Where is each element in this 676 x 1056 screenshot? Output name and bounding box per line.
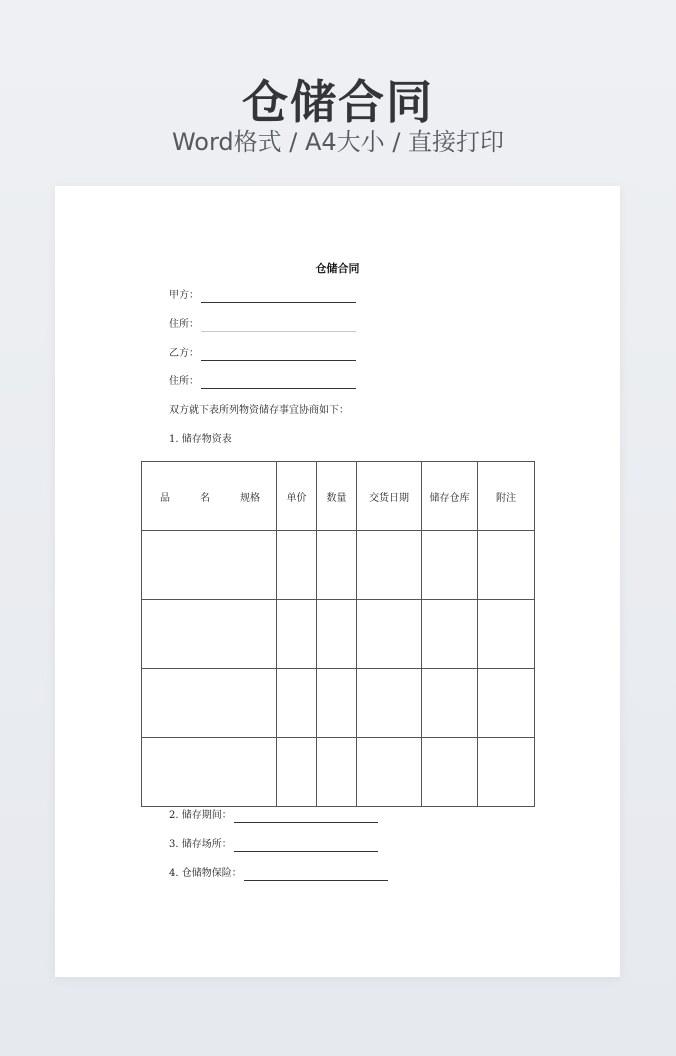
document-page	[55, 186, 620, 977]
table-cell[interactable]	[422, 600, 478, 669]
section-3-label: 3. 储存场所：	[169, 839, 232, 850]
party-b-line	[169, 347, 356, 361]
header-delivery-date: 交货日期	[357, 462, 422, 531]
party-a-line	[169, 289, 356, 303]
party-a-label: 甲方：	[169, 290, 199, 301]
party-b-label: 乙方：	[169, 348, 199, 359]
address-a-field[interactable]	[201, 320, 356, 332]
table-cell[interactable]	[142, 738, 277, 807]
header-remarks: 附注	[478, 462, 535, 531]
header-spec: 规格	[240, 492, 260, 504]
address-a-label: 住所：	[169, 319, 199, 330]
table-cell[interactable]	[357, 531, 422, 600]
section-3-line	[169, 838, 378, 852]
storage-location-field[interactable]	[234, 840, 378, 852]
table-cell[interactable]	[142, 669, 277, 738]
header-quantity: 数量	[317, 462, 357, 531]
insurance-field[interactable]	[244, 869, 388, 881]
table-cell[interactable]	[317, 738, 357, 807]
party-a-field[interactable]	[201, 291, 356, 303]
table-cell[interactable]	[317, 600, 357, 669]
table-cell[interactable]	[142, 531, 277, 600]
table-row	[142, 531, 535, 600]
header-name-part2: 名	[200, 492, 210, 504]
address-b-line	[169, 375, 356, 389]
document-title: 仓储合同	[315, 262, 360, 275]
table-header-row	[142, 462, 535, 531]
table-cell[interactable]	[277, 669, 317, 738]
table-cell[interactable]	[317, 531, 357, 600]
table-cell[interactable]	[357, 738, 422, 807]
header-unit-price: 单价	[277, 462, 317, 531]
table-cell[interactable]	[478, 669, 535, 738]
party-b-field[interactable]	[201, 349, 356, 361]
header-warehouse: 储存仓库	[422, 462, 478, 531]
table-cell[interactable]	[357, 669, 422, 738]
storage-period-field[interactable]	[234, 811, 378, 823]
table-cell[interactable]	[317, 669, 357, 738]
storage-table	[141, 461, 535, 807]
section-2-label: 2. 储存期间：	[169, 810, 232, 821]
table-cell[interactable]	[277, 600, 317, 669]
table-cell[interactable]	[422, 738, 478, 807]
table-cell[interactable]	[142, 600, 277, 669]
intro-text: 双方就下表所列物资储存事宜协商如下：	[169, 405, 349, 416]
table-row	[142, 600, 535, 669]
table-cell[interactable]	[478, 738, 535, 807]
banner-subtitle: Word格式 / A4大小 / 直接打印	[171, 128, 505, 156]
banner-title: 仓储合同	[242, 75, 434, 129]
section-4-line	[169, 867, 388, 881]
section-4-label: 4. 仓储物保险：	[169, 868, 242, 879]
table-row	[142, 669, 535, 738]
table-cell[interactable]	[478, 600, 535, 669]
table-cell[interactable]	[357, 600, 422, 669]
section-2-line	[169, 809, 378, 823]
section-1-heading: 1. 储存物资表	[169, 434, 232, 445]
address-b-field[interactable]	[201, 377, 356, 389]
header-name-spec	[142, 462, 277, 531]
header-name-part1: 品	[160, 492, 170, 504]
address-b-label: 住所：	[169, 376, 199, 387]
table-cell[interactable]	[422, 531, 478, 600]
table-cell[interactable]	[277, 531, 317, 600]
table-cell[interactable]	[478, 531, 535, 600]
table-row	[142, 738, 535, 807]
address-a-line	[169, 318, 356, 332]
table-cell[interactable]	[277, 738, 317, 807]
table-cell[interactable]	[422, 669, 478, 738]
